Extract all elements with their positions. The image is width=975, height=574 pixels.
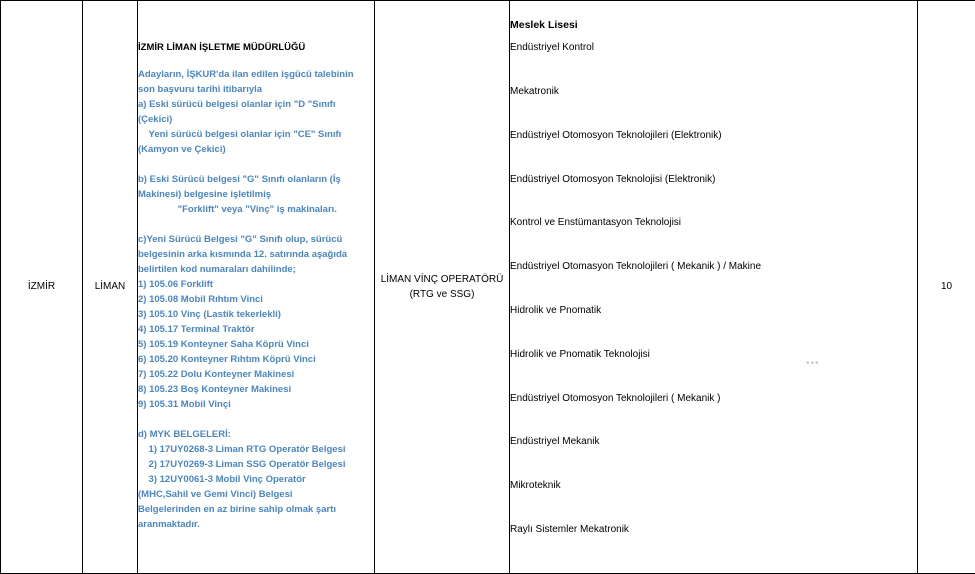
requirement-line: son başvuru tarihi itibarıyla [138,84,263,96]
school-name: Kontrol ve Enstümantasyon Teknolojisi [510,217,682,229]
requirement-line: 6) 105.20 Konteyner Rıhtım Köprü Vinci [138,354,316,366]
school-name: Endüstriyel Otomosyon Teknolojileri (Elektronik) [510,129,722,141]
requirement-line: "Forklift" veya "Vinç" iş makinaları. [138,204,337,216]
city-cell [1,1,83,574]
requirement-line: a) Eski sürücü belgesi olanlar için "D "Sınıfı [138,99,336,111]
requirement-line: 5) 105.19 Konteyner Saha Köprü Vinci [138,339,309,351]
requirement-line: Belgelerinden en az birine sahip olmak şartı [138,504,336,516]
requirement-line: aranmaktadır. [138,519,200,531]
school-name: Hidrolik ve Pnomatik Teknolojisi [510,348,650,360]
requirement-line: 3) 12UY0061-3 Mobil Vinç Operatör [138,474,306,486]
table-row [1,1,975,574]
requirement-line: 9) 105.31 Mobil Vinçi [138,399,231,411]
requirement-line: (MHC,Sahil ve Gemi Vinci) Belgesi [138,489,293,501]
list-item [510,259,917,303]
school-name: Meslek Lisesi [510,19,578,32]
requirements-cell [138,1,375,574]
requirement-line: 8) 105.23 Boş Konteyner Makinesi [138,384,292,396]
requirement-line: 7) 105.22 Dolu Konteyner Makinesi [138,369,295,381]
requirement-line: d) MYK BELGELERİ: [138,429,231,441]
list-item [510,18,917,40]
school-name: Endüstriyel Kontrol [510,42,594,54]
requirements-title: İZMİR LİMAN İŞLETME MÜDÜRLÜĞÜ [138,41,306,53]
school-name: Hidrolik ve Pnomatik [510,305,602,316]
blank-line [138,157,374,172]
requirement-line: (Çekici) [138,114,173,126]
list-item [510,172,917,216]
requirement-line: c)Yeni Sürücü Belgesi "G" Sınıfı olup, sürücü [138,234,343,246]
department-cell [83,1,138,574]
list-item [510,434,917,478]
job-title: LİMAN VİNÇ OPERATÖRÜ [380,274,504,285]
school-name: Endüstriyel Otomasyon Teknolojileri ( Mekanik ) / Makine [510,261,762,273]
list-item [510,215,917,259]
school-name: Endüstriyel Mekanik [510,436,600,448]
requirement-line: 2) 105.08 Mobil Rıhtım Vinci [138,294,263,306]
school-name: Mekatronik [510,86,559,98]
more-dots-icon: ••• [806,358,820,369]
requirement-line: belirtilen kod numaraları dahilinde; [138,264,296,276]
list-item [510,128,917,172]
schools-cell [510,1,918,574]
blank-line [138,217,374,232]
requirement-line: b) Eski Sürücü belgesi "G" Sınıfı olanların (İş [138,174,341,186]
requirement-line: 2) 17UY0269-3 Liman SSG Operatör Belgesi [138,459,346,471]
requirement-line: belgesinin arka kısmında 12. satırında aşağıda [138,249,348,261]
list-item [510,40,917,84]
list-item [510,303,917,347]
department-text: LİMAN [94,281,126,292]
requirement-line: (Kamyon ve Çekici) [138,144,226,156]
job-subtitle: (RTG ve SSG) [409,289,475,300]
blank-line [138,412,374,427]
requirement-line: 3) 105.10 Vinç (Lastik tekerlekli) [138,309,281,321]
requirement-line: Adayların, İŞKUR'da ilan edilen işgücü talebinin [138,69,354,81]
job-title-cell [375,1,510,574]
list-item [510,478,917,522]
requirement-line: 4) 105.17 Terminal Traktör [138,324,255,336]
list-item [510,391,917,435]
requirement-line: 1) 105.06 Forklift [138,279,213,291]
list-item [510,522,917,566]
requirements-text [138,67,374,532]
list-item [510,347,917,391]
school-name: Raylı Sistemler Mekatronik [510,523,629,535]
city-text: İZMİR [27,281,56,292]
list-item [510,84,917,128]
school-name: Endüstriyel Otomosyon Teknolojileri ( Mekanik ) [510,392,721,404]
school-name: Mikroteknik [510,480,561,492]
requirement-line: Yeni sürücü belgesi olanlar için "CE" Sınıfı [138,129,342,141]
school-name: Endüstriyel Otomosyon Teknolojisi (Elektronik) [510,173,716,185]
requirement-line: 1) 17UY0268-3 Liman RTG Operatör Belgesi [138,444,346,456]
requirement-line: Makinesi) belgesine işletilmiş [138,189,272,201]
position-count: 10 [940,281,953,292]
count-cell [918,1,975,574]
schools-list [510,18,917,566]
